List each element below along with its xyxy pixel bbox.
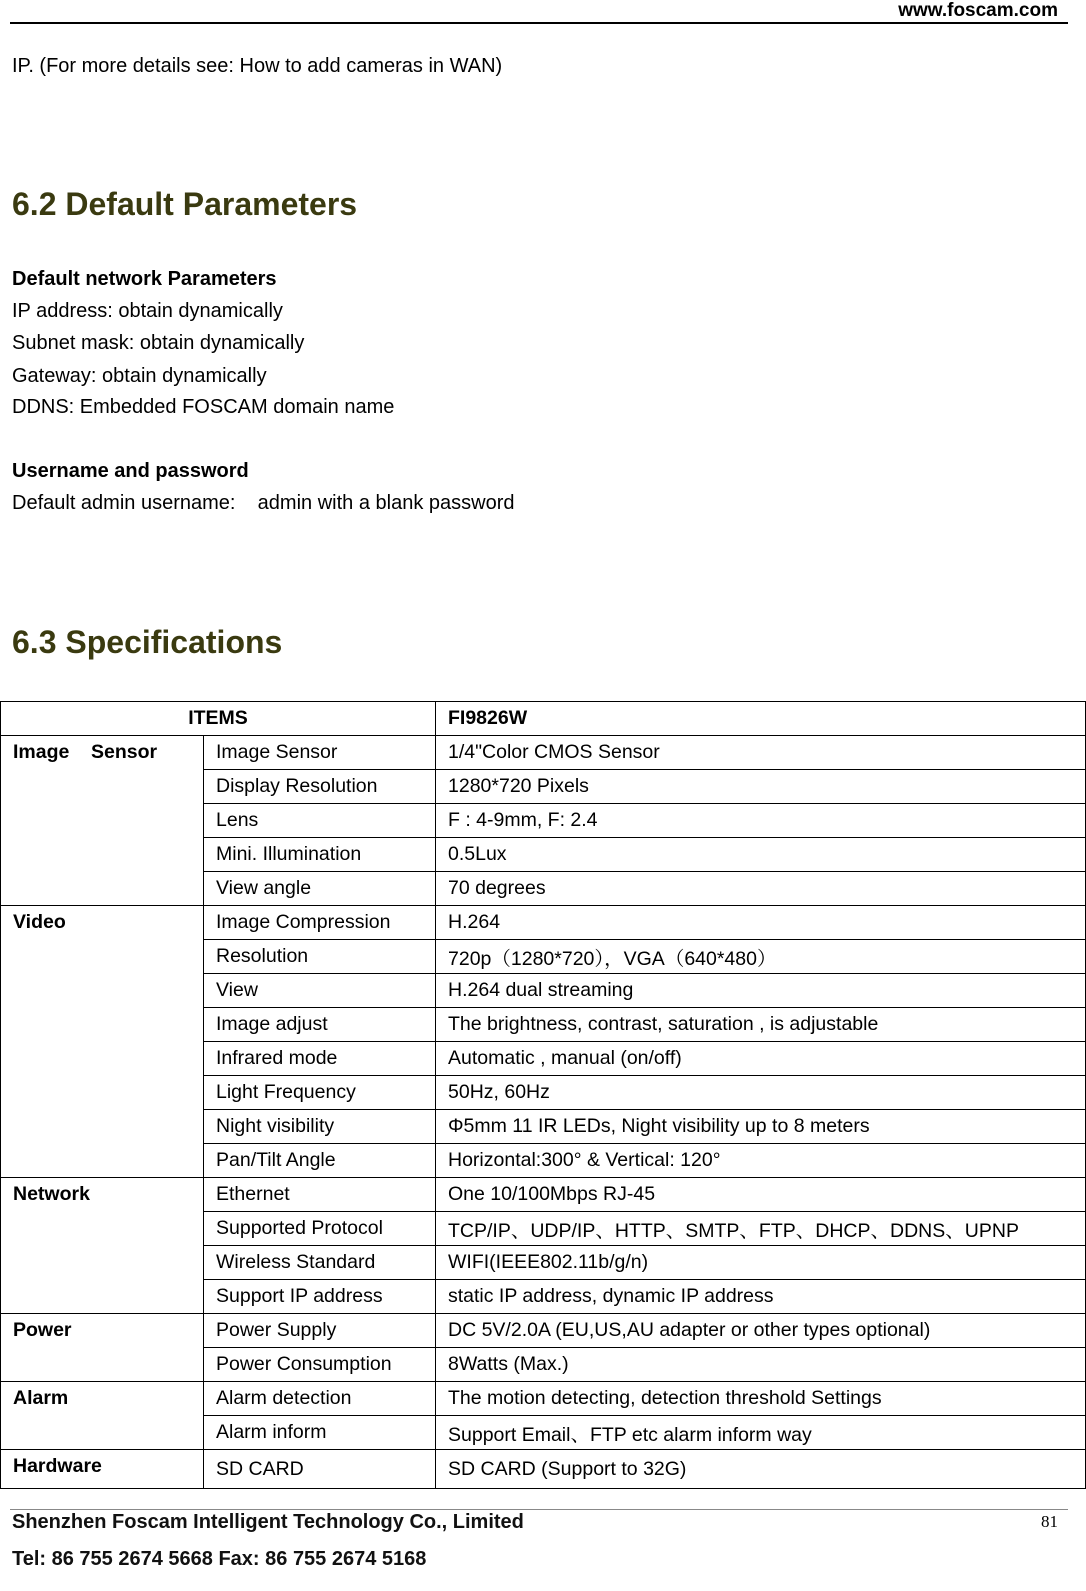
page-number: 81 bbox=[1041, 1512, 1058, 1531]
spec-item-value: TCP/IP、UDP/IP、HTTP、SMTP、FTP、DHCP、DDNS、UPNP bbox=[436, 1212, 1086, 1246]
site-url[interactable]: www.foscam.com bbox=[898, 0, 1058, 21]
footer-divider bbox=[10, 1509, 1068, 1510]
intro-line: IP. (For more details see: How to add cameras in WAN) bbox=[12, 55, 503, 77]
table-row bbox=[1, 906, 1086, 940]
table-row bbox=[1, 1382, 1086, 1416]
spec-item-name: View angle bbox=[204, 872, 436, 906]
footer-company: Shenzhen Foscam Intelligent Technology Co., Limited bbox=[12, 1511, 524, 1533]
spec-item-name: Light Frequency bbox=[204, 1076, 436, 1110]
spec-item-name: Display Resolution bbox=[204, 770, 436, 804]
spec-item-name: SD CARD bbox=[204, 1450, 436, 1489]
header-divider bbox=[10, 22, 1068, 24]
table-row bbox=[1, 1178, 1086, 1212]
network-param-line: Gateway: obtain dynamically bbox=[12, 365, 267, 387]
table-row bbox=[1, 736, 1086, 770]
spec-item-name: Image adjust bbox=[204, 1008, 436, 1042]
spec-item-name: Image Sensor bbox=[204, 736, 436, 770]
spec-item-name: Wireless Standard bbox=[204, 1246, 436, 1280]
spec-item-value: static IP address, dynamic IP address bbox=[436, 1280, 1086, 1314]
footer-contact: Tel: 86 755 2674 5668 Fax: 86 755 2674 5168 bbox=[12, 1548, 427, 1570]
spec-item-value: The brightness, contrast, saturation , is adjustable bbox=[436, 1008, 1086, 1042]
spec-item-name: Power Consumption bbox=[204, 1348, 436, 1382]
table-row bbox=[1, 1450, 1086, 1489]
spec-item-name: Infrared mode bbox=[204, 1042, 436, 1076]
spec-group-label: Image Sensor bbox=[1, 736, 204, 906]
spec-item-name: Support IP address bbox=[204, 1280, 436, 1314]
spec-item-name: Night visibility bbox=[204, 1110, 436, 1144]
spec-item-value: 50Hz, 60Hz bbox=[436, 1076, 1086, 1110]
spec-item-value: Horizontal:300° & Vertical: 120° bbox=[436, 1144, 1086, 1178]
spec-item-value: DC 5V/2.0A (EU,US,AU adapter or other types optional) bbox=[436, 1314, 1086, 1348]
spec-group-label: Video bbox=[1, 906, 204, 1178]
network-param-line: Subnet mask: obtain dynamically bbox=[12, 332, 305, 354]
section-title-default-parameters: 6.2 Default Parameters bbox=[12, 186, 358, 222]
spec-group-label: Alarm bbox=[1, 1382, 204, 1450]
spec-item-name: Pan/Tilt Angle bbox=[204, 1144, 436, 1178]
spec-item-name: Image Compression bbox=[204, 906, 436, 940]
model-column-header: FI9826W bbox=[436, 702, 1086, 736]
spec-item-value: Φ5mm 11 IR LEDs, Night visibility up to 8 meters bbox=[436, 1110, 1086, 1144]
spec-item-value: WIFI(IEEE802.11b/g/n) bbox=[436, 1246, 1086, 1280]
credentials-heading: Username and password bbox=[12, 460, 249, 482]
network-param-line: IP address: obtain dynamically bbox=[12, 300, 283, 322]
spec-item-value: F : 4-9mm, F: 2.4 bbox=[436, 804, 1086, 838]
spec-group-label: Network bbox=[1, 1178, 204, 1314]
spec-item-value: SD CARD (Support to 32G) bbox=[436, 1450, 1086, 1489]
spec-item-value: Automatic , manual (on/off) bbox=[436, 1042, 1086, 1076]
spec-item-name: Resolution bbox=[204, 940, 436, 974]
items-column-header: ITEMS bbox=[1, 702, 436, 736]
spec-item-value: The motion detecting, detection threshold Settings bbox=[436, 1382, 1086, 1416]
table-header-row bbox=[1, 702, 1086, 736]
spec-item-name: Power Supply bbox=[204, 1314, 436, 1348]
spec-item-value: H.264 bbox=[436, 906, 1086, 940]
spec-item-name: Mini. Illumination bbox=[204, 838, 436, 872]
network-param-line: DDNS: Embedded FOSCAM domain name bbox=[12, 396, 395, 418]
spec-group-label: Hardware bbox=[1, 1450, 204, 1489]
spec-item-name: View bbox=[204, 974, 436, 1008]
spec-item-value: 1280*720 Pixels bbox=[436, 770, 1086, 804]
spec-item-value: 70 degrees bbox=[436, 872, 1086, 906]
spec-item-value: 8Watts (Max.) bbox=[436, 1348, 1086, 1382]
section-title-specifications: 6.3 Specifications bbox=[12, 624, 283, 660]
specifications-table bbox=[0, 701, 1086, 1489]
spec-item-name: Ethernet bbox=[204, 1178, 436, 1212]
spec-item-value: H.264 dual streaming bbox=[436, 974, 1086, 1008]
credentials-line: Default admin username: admin with a blank password bbox=[12, 492, 515, 514]
spec-item-value: One 10/100Mbps RJ-45 bbox=[436, 1178, 1086, 1212]
spec-item-value: 0.5Lux bbox=[436, 838, 1086, 872]
spec-group-label: Power bbox=[1, 1314, 204, 1382]
spec-item-name: Alarm inform bbox=[204, 1416, 436, 1450]
table-row bbox=[1, 1314, 1086, 1348]
spec-item-name: Alarm detection bbox=[204, 1382, 436, 1416]
specifications-table-body bbox=[1, 702, 1086, 1489]
spec-item-value: 1/4"Color CMOS Sensor bbox=[436, 736, 1086, 770]
spec-item-value: Support Email、FTP etc alarm inform way bbox=[436, 1416, 1086, 1450]
spec-item-name: Lens bbox=[204, 804, 436, 838]
spec-item-value: 720p（1280*720），VGA（640*480） bbox=[436, 940, 1086, 974]
spec-item-name: Supported Protocol bbox=[204, 1212, 436, 1246]
network-parameters-heading: Default network Parameters bbox=[12, 268, 277, 290]
